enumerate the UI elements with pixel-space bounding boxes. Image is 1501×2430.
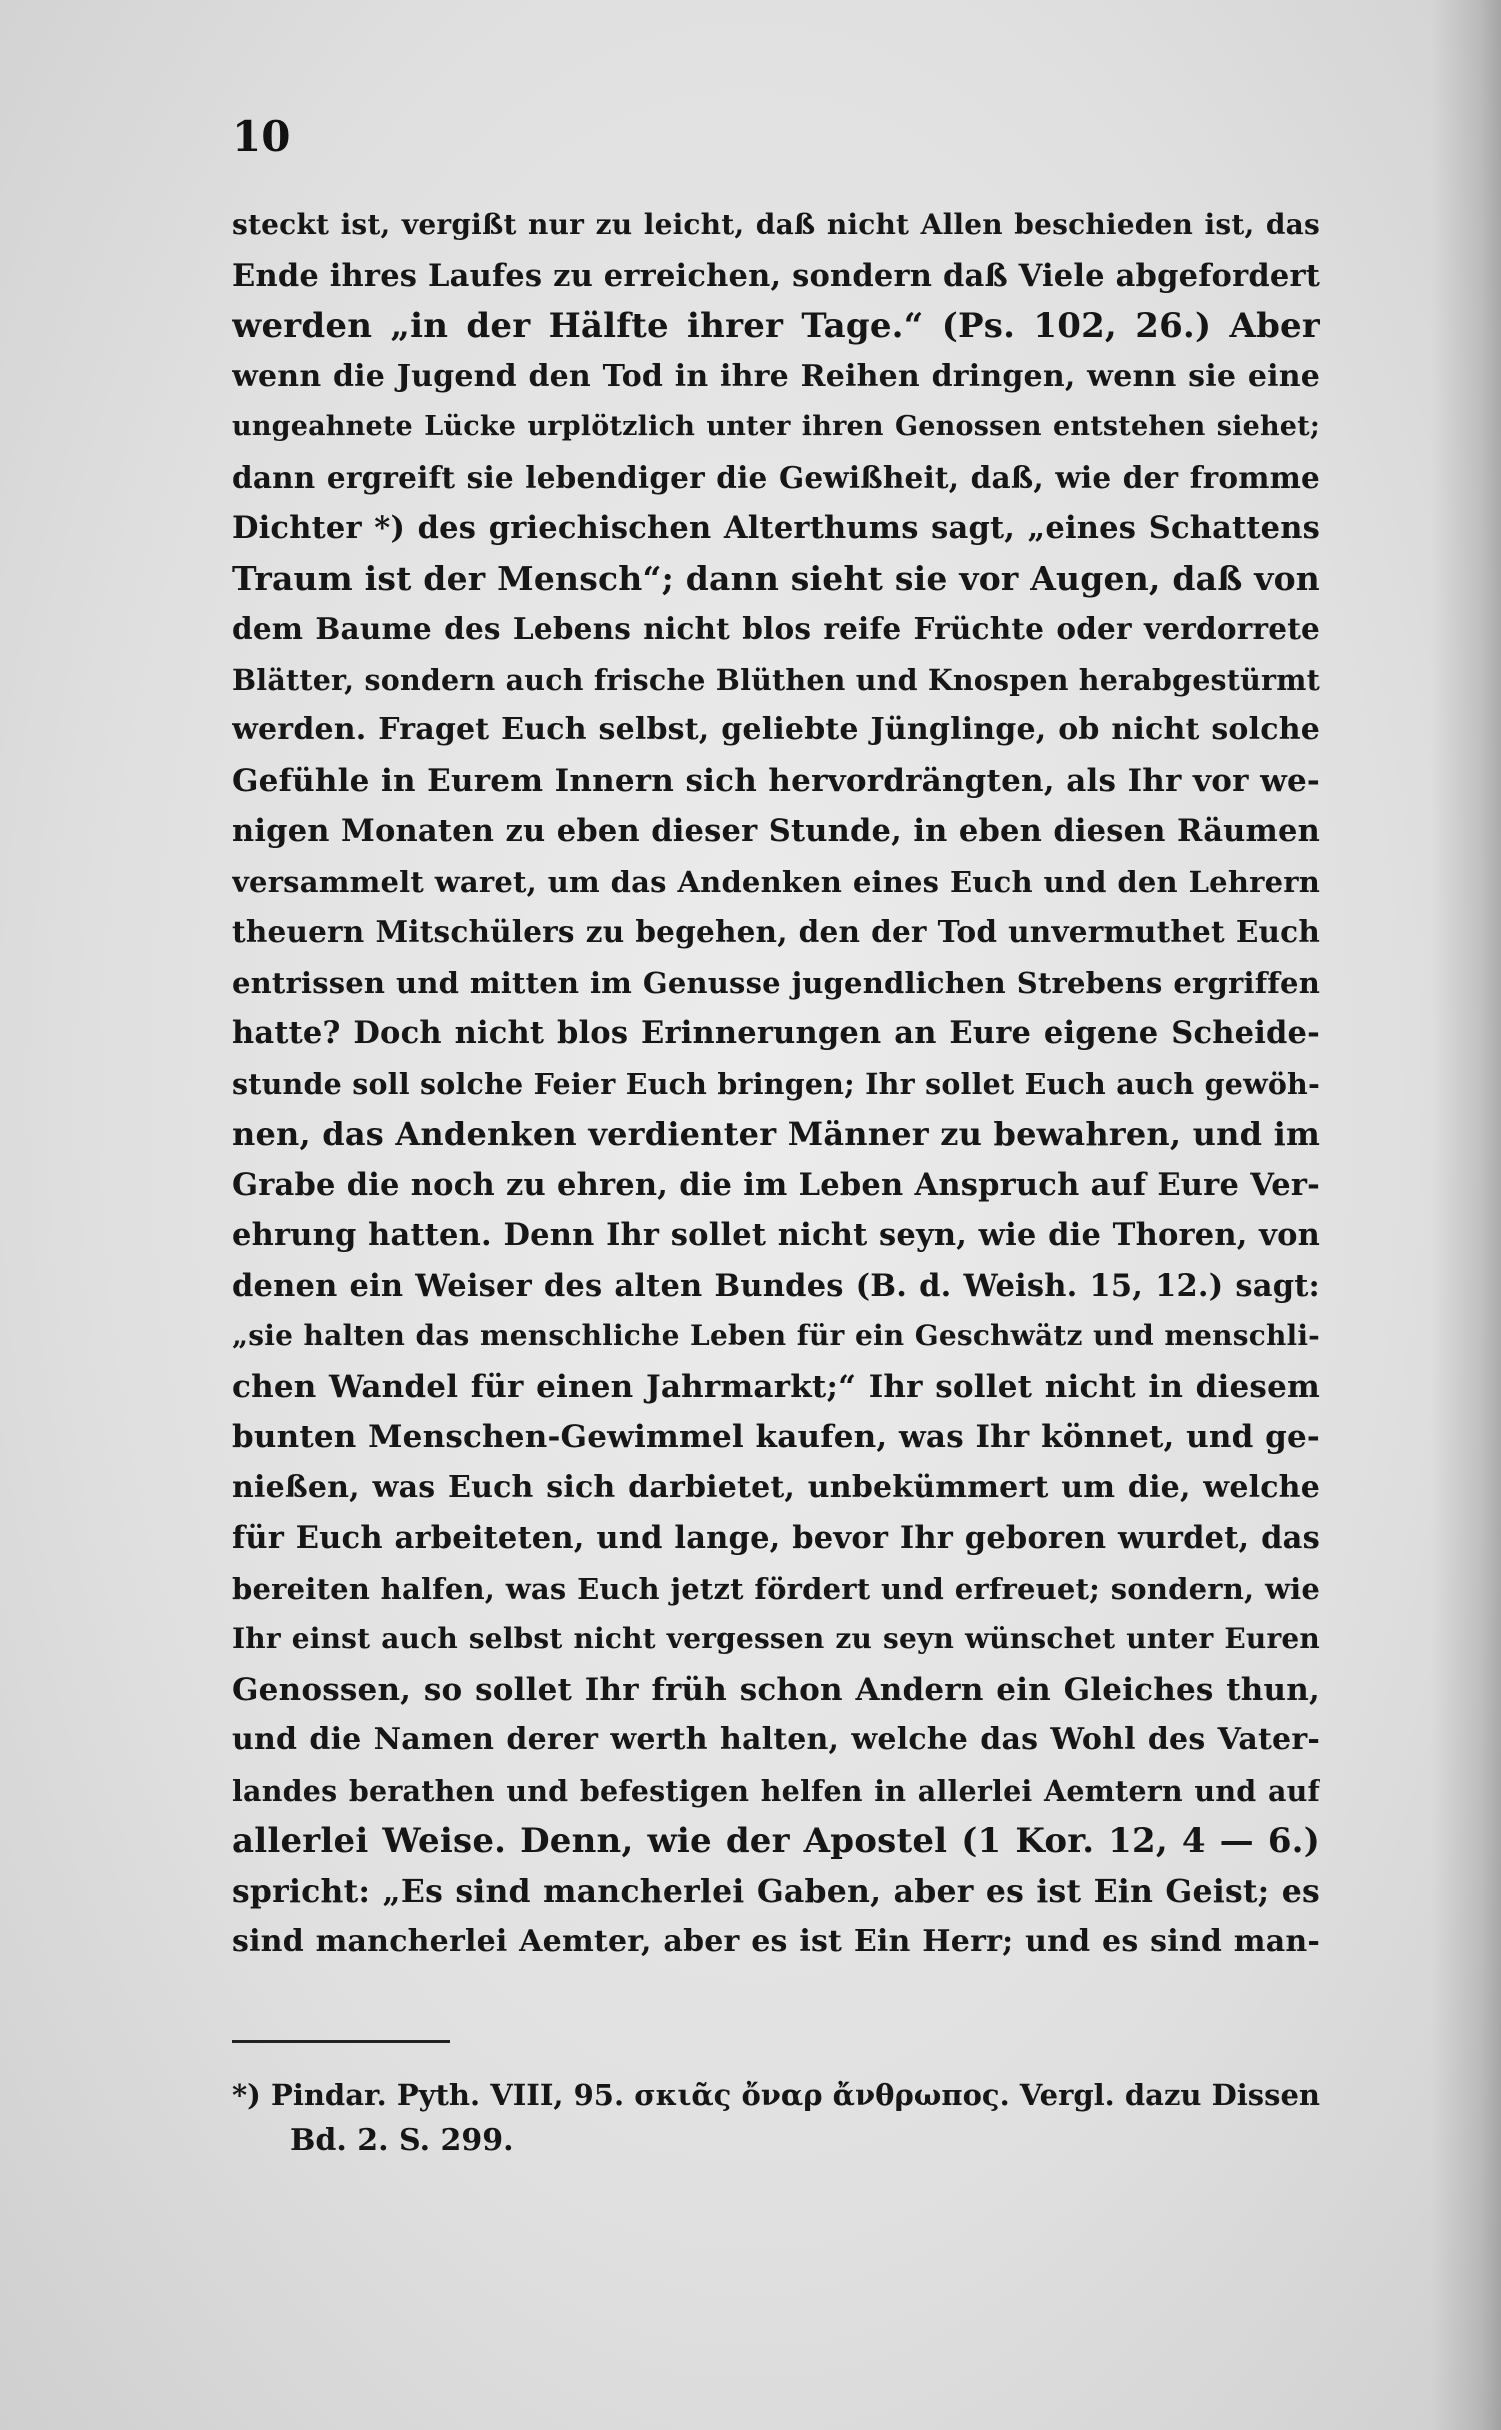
text-line: Gefühle in Eurem Innern sich hervordrängten, als Ihr vor we- — [232, 762, 1320, 799]
text-line: allerlei Weise. Denn, wie der Apostel (1 Kor. 12, 4 — 6.) — [232, 1821, 1320, 1861]
text-line: nigen Monaten zu eben dieser Stunde, in eben diesen Räumen — [232, 813, 1320, 849]
text-line: „sie halten das menschliche Leben für ein Geschwätz und menschli- — [232, 1319, 1320, 1352]
text-line: sind mancherlei Aemter, aber es ist Ein Herr; und es sind man- — [232, 1924, 1320, 1959]
footnote-line: Bd. 2. S. 299. — [290, 2123, 514, 2158]
text-line: nen, das Andenken verdienter Männer zu bewahren, und im — [232, 1115, 1320, 1153]
binding-shadow — [1431, 0, 1501, 2430]
text-line: Dichter *) des griechischen Alterthums sagt, „eines Schattens — [232, 510, 1320, 546]
text-line: nießen, was Euch sich darbietet, unbekümmert um die, welche — [232, 1469, 1320, 1505]
text-line: Grabe die noch zu ehren, die im Leben Anspruch auf Eure Ver- — [232, 1166, 1320, 1203]
text-line: hatte? Doch nicht blos Erinnerungen an Eure eigene Scheide- — [232, 1015, 1320, 1051]
text-line: bereiten halfen, was Euch jetzt fördert und erfreuet; sondern, wie — [232, 1571, 1320, 1606]
text-line: bunten Menschen-Gewimmel kaufen, was Ihr könnet, und ge- — [232, 1419, 1320, 1455]
text-line: für Euch arbeiteten, und lange, bevor Ihr geboren wurdet, das — [232, 1520, 1320, 1556]
text-line: dann ergreift sie lebendiger die Gewißheit, daß, wie der fromme — [232, 459, 1320, 495]
text-line: theuern Mitschülers zu begehen, den der Tod unvermuthet Euch — [232, 914, 1320, 949]
text-line: chen Wandel für einen Jahrmarkt;“ Ihr sollet nicht in diesem — [232, 1368, 1320, 1405]
text-line: steckt ist, vergißt nur zu leicht, daß nicht Allen beschieden ist, das — [232, 208, 1320, 241]
page-number: 10 — [232, 112, 291, 161]
text-line: ungeahnete Lücke urplötzlich unter ihren Genossen entstehen siehet; — [232, 411, 1320, 442]
text-line: werden. Fraget Euch selbst, geliebte Jünglinge, ob nicht solche — [232, 712, 1320, 747]
text-line: entrissen und mitten im Genusse jugendlichen Strebens ergriffen — [232, 965, 1320, 1000]
text-line: werden „in der Hälfte ihrer Tage.“ (Ps. 102, 26.) Aber — [232, 306, 1320, 346]
text-line: und die Namen derer werth halten, welche das Wohl des Vater- — [232, 1722, 1320, 1757]
text-line: Blätter, sondern auch frische Blüthen und Knospen herabgestürmt — [232, 662, 1320, 697]
footnote — [232, 2072, 1320, 2164]
text-line: stunde soll solche Feier Euch bringen; Ihr sollet Euch auch gewöh- — [232, 1066, 1320, 1101]
text-line: denen ein Weiser des alten Bundes (B. d. Weish. 15, 12.) sagt: — [232, 1267, 1320, 1304]
text-line: Traum ist der Mensch“; dann sieht sie vor Augen, daß von — [232, 558, 1320, 598]
text-line: ehrung hatten. Denn Ihr sollet nicht seyn, wie die Thoren, von — [232, 1217, 1320, 1253]
footnote-line: *) Pindar. Pyth. VIII, 95. σκιᾶς ὄναρ ἄνθρωπος. Vergl. dazu Dissen — [232, 2078, 1320, 2112]
text-line: Genossen, so sollet Ihr früh schon Andern ein Gleiches thun, — [232, 1671, 1320, 1708]
footnote-divider — [232, 2040, 450, 2043]
text-line: versammelt waret, um das Andenken eines Euch und den Lehrern — [232, 864, 1320, 899]
text-line: spricht: „Es sind mancherlei Gaben, aber es ist Ein Geist; es — [232, 1872, 1320, 1910]
text-line: Ende ihres Laufes zu erreichen, sondern daß Viele abgefordert — [232, 257, 1320, 294]
text-line: wenn die Jugend den Tod in ihre Reihen dringen, wenn sie eine — [232, 358, 1320, 394]
body-text — [232, 200, 1320, 1968]
text-line: dem Baume des Lebens nicht blos reife Früchte oder verdorrete — [232, 611, 1320, 646]
text-line: landes berathen und befestigen helfen in allerlei Aemtern und auf — [232, 1773, 1320, 1808]
text-line: Ihr einst auch selbst nicht vergessen zu seyn wünschet unter Euren — [232, 1622, 1320, 1655]
